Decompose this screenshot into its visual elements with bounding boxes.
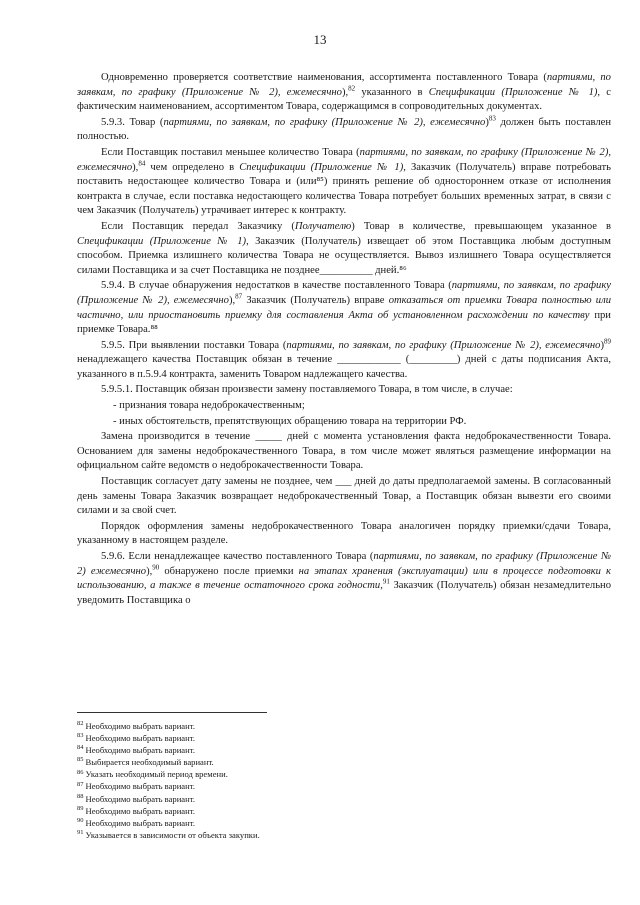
footnote: $^{84}$ Необходимо выбрать вариант. xyxy=(77,744,195,756)
paragraph: 5.9.5. При выявлении поставки Товара (партиями, по заявкам, по графику (Приложение № 2), ежемесячно)$^{89}$ ненадлежащего качества Поставщик обязан в течение ____________ (_________) дней с даты подписания Акта, указанного в п.5.9.4 контракта, заменить Товаром надлежащего качества. xyxy=(77,337,611,380)
footnote: $^{82}$ Необходимо выбрать вариант. xyxy=(77,720,195,731)
list-item: - признания товара недоброкачественным; xyxy=(113,400,305,412)
paragraph: 5.9.5.1. Поставщик обязан произвести замену поставляемого Товара, в том числе, в случае: xyxy=(101,384,513,396)
footnote: $^{88}$ Необходимо выбрать вариант. xyxy=(77,792,195,804)
paragraph: Порядок оформления замены недоброкачественного Товара аналогичен порядку приемки/сдачи Товара, указанному в настоящем разделе. xyxy=(77,520,611,547)
footnote: $^{91}$ Указывается в зависимости от объекта закупки. xyxy=(77,828,260,840)
paragraph: Если Поставщик поставил меньшее количество Товара (партиями, по заявкам, по графику (Приложение № 2), ежемесячно),$^{84}$ чем определено в Спецификации (Приложение № 1), Заказчик (Получатель) вправе потребовать поставить недостающее количество Товара и (или⁸⁵) принять решение об одностороннем отказе от исполнения контракта в случае, если поставка недостающего количества Товара потребует больших временных затрат, в связи с чем Заказчик (Получатель) утрачивает интерес к контракту. xyxy=(77,146,612,217)
body-text xyxy=(77,71,611,609)
paragraph: Если Поставщик передал Заказчику (Получателю) Товар в количестве, превышающем указанное в Спецификации (Приложение № 1), Заказчик (Получатель) извещает об этом Поставщика любым доступным способом. Приемка излишнего количества Товара не осуществляется. Вывоз излишнего Товара осуществляется силами Поставщика и за счет Поставщика не позднее__________ дней.⁸⁶ xyxy=(77,220,612,276)
footnote: $^{83}$ Необходимо выбрать вариант. xyxy=(77,732,195,744)
paragraph: 5.9.3. Товар (партиями, по заявкам, по графику (Приложение № 2), ежемесячно)$^{83}$ должен быть поставлен полностью. xyxy=(77,114,611,143)
paragraph: 5.9.4. В случае обнаружения недостатков в качестве поставленного Товара (партиями, по заявкам, по графику (Приложение № 2), ежемесячно),$^{87}$ Заказчик (Получатель) вправе отказаться от приемки Товара полностью или частично, или приостановить приемку для составления Акта об установленном расхождении по качеству при приемке Товара.⁸⁸ xyxy=(77,280,612,336)
footnote: $^{89}$ Необходимо выбрать вариант. xyxy=(77,804,195,816)
footnote: $^{87}$ Необходимо выбрать вариант. xyxy=(77,780,195,792)
paragraph: 5.9.6. Если ненадлежащее качество поставленного Товара (партиями, по заявкам, по графику (Приложение № 2) ежемесячно),$^{90}$ обнаружено после приемки на этапах хранения (эксплуатации) или в процессе подготовки к использованию, а также в течение остаточного срока годности,$^{91}$ Заказчик (Получатель) обязан незамедлительно уведомить Поставщика о xyxy=(77,551,612,606)
footnote-divider xyxy=(77,712,267,713)
paragraph: Одновременно проверяется соответствие наименования, ассортимента поставленного Товара (партиями, по заявкам, по графику (Приложение № 2), ежемесячно),$^{82}$ указанного в Спецификации (Приложение № 1), с фактическим наименованием, ассортиментом Товара, содержащимся в сопроводительных документах. xyxy=(77,72,611,113)
footnote: $^{86}$ Указать необходимый период времени. xyxy=(77,768,228,780)
footnote: $^{85}$ Выбирается необходимый вариант. xyxy=(77,756,214,768)
list-item: - иных обстоятельств, препятствующих обращению товара на территории РФ. xyxy=(113,415,467,427)
paragraph: Поставщик согласует дату замены не позднее, чем ___ дней до даты предполагаемой замены. В согласованный день замены Товара Заказчик возвращает недоброкачественный Товар, а Поставщик обязан вывезти его своими силами и за свой счет. xyxy=(77,476,611,517)
paragraph: Замена производится в течение _____ дней с момента установления факта недоброкачественности Товара. Основанием для замены недоброкачественного Товара, в том числе может являться размещение информации на официальном сайте ведомств о недоброкачественности Товара. xyxy=(77,431,611,472)
footnote: $^{90}$ Необходимо выбрать вариант. xyxy=(77,816,195,828)
footnotes xyxy=(77,720,611,841)
page-number: 13 xyxy=(313,32,327,47)
